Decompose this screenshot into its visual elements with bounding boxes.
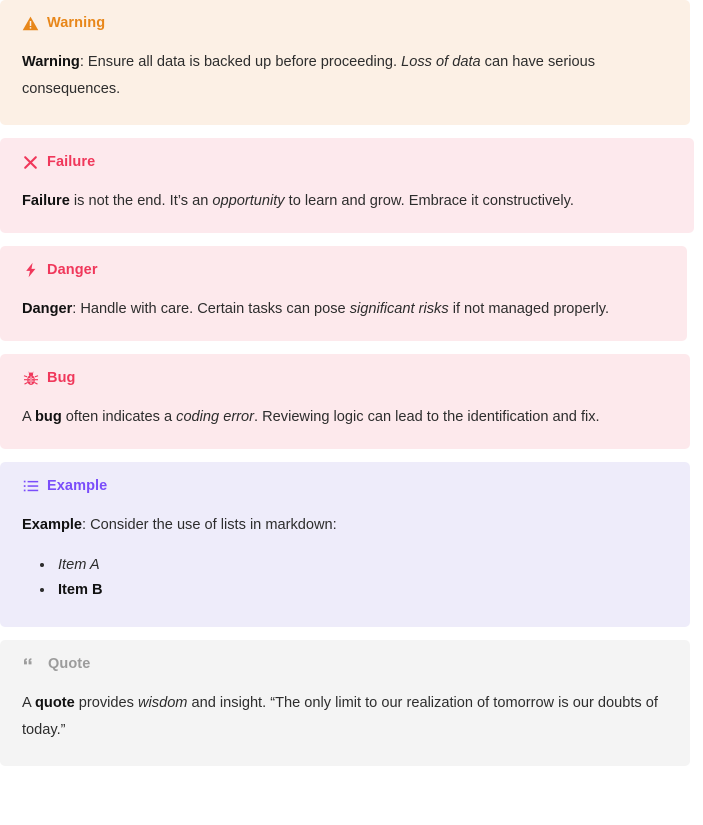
callout-example-title-text: Example: [47, 478, 108, 494]
list-item: [56, 553, 668, 578]
callout-quote-emphasis: wisdom: [138, 695, 188, 711]
callout-quote-body: [22, 690, 668, 744]
callout-example-text-1: : Consider the use of lists in markdown:: [82, 517, 337, 533]
list-icon: [22, 478, 39, 495]
callout-danger-text-1: : Handle with care. Certain tasks can pose: [72, 301, 350, 317]
callout-warning: [0, 0, 690, 125]
callout-danger: [0, 246, 687, 341]
quotation-mark-icon: [22, 656, 39, 673]
callout-failure-lead: Failure: [22, 193, 70, 209]
callout-bug-text-2: . Reviewing logic can lead to the identification and fix.: [254, 409, 600, 425]
bug-icon: [22, 370, 39, 387]
callout-danger-title-text: Danger: [47, 262, 98, 278]
callout-quote-title-text: Quote: [48, 656, 91, 672]
callout-failure-text-2: to learn and grow. Embrace it constructively.: [284, 193, 574, 209]
callout-warning-text-1: : Ensure all data is backed up before proceeding.: [79, 54, 402, 70]
callout-failure-text-1: is not the end. It’s an: [69, 193, 213, 209]
callout-warning-title-text: Warning: [47, 15, 106, 31]
list-item: [56, 578, 668, 603]
callout-quote-title: [22, 654, 668, 674]
callout-danger-text-2: if not managed properly.: [448, 301, 610, 317]
callout-bug: [0, 354, 690, 449]
callout-danger-body: [22, 296, 665, 323]
callout-warning-text-2: can have serious consequences.: [22, 54, 596, 97]
callout-bug-title-text: Bug: [47, 370, 76, 386]
callout-warning-emphasis: Loss of data: [401, 54, 481, 70]
callout-danger-title: [22, 260, 665, 280]
x-cross-icon: [22, 154, 39, 171]
callout-example-title: [22, 476, 668, 496]
callout-bug-text-1: often indicates a: [61, 409, 177, 425]
callout-quote-text-1: provides: [74, 695, 138, 711]
callout-example-list: [22, 553, 668, 603]
callout-quote-text-2: and insight. “The only limit to our realization of tomorrow is our doubts of today.”: [22, 695, 658, 738]
list-item-label: Item B: [58, 582, 103, 598]
callout-bug-emphasis: coding error: [176, 409, 255, 425]
lightning-bolt-icon: [22, 262, 39, 279]
callout-danger-lead: Danger: [22, 301, 73, 317]
callout-failure-emphasis: opportunity: [212, 193, 285, 209]
callout-bug-lead-prefix: A: [22, 409, 35, 425]
callout-warning-lead: Warning: [22, 54, 80, 70]
callout-example-lead: Example: [22, 517, 83, 533]
callout-quote: [0, 640, 690, 766]
callout-example: [0, 462, 690, 627]
warning-triangle-icon: [22, 15, 39, 32]
callout-warning-body: [22, 49, 668, 103]
callout-warning-title: [22, 13, 668, 33]
callout-bug-title: [22, 368, 668, 388]
callout-quote-lead-prefix: A: [22, 695, 35, 711]
callout-failure-title-text: Failure: [47, 154, 96, 170]
callout-failure-body: [22, 188, 672, 215]
callout-bug-lead: bug: [34, 409, 62, 425]
callout-failure: [0, 138, 694, 233]
callout-quote-lead: quote: [34, 695, 75, 711]
callout-danger-emphasis: significant risks: [349, 301, 449, 317]
callout-bug-body: [22, 404, 668, 431]
callout-example-body: [22, 512, 668, 539]
callout-failure-title: [22, 152, 672, 172]
list-item-label: Item A: [58, 557, 100, 573]
